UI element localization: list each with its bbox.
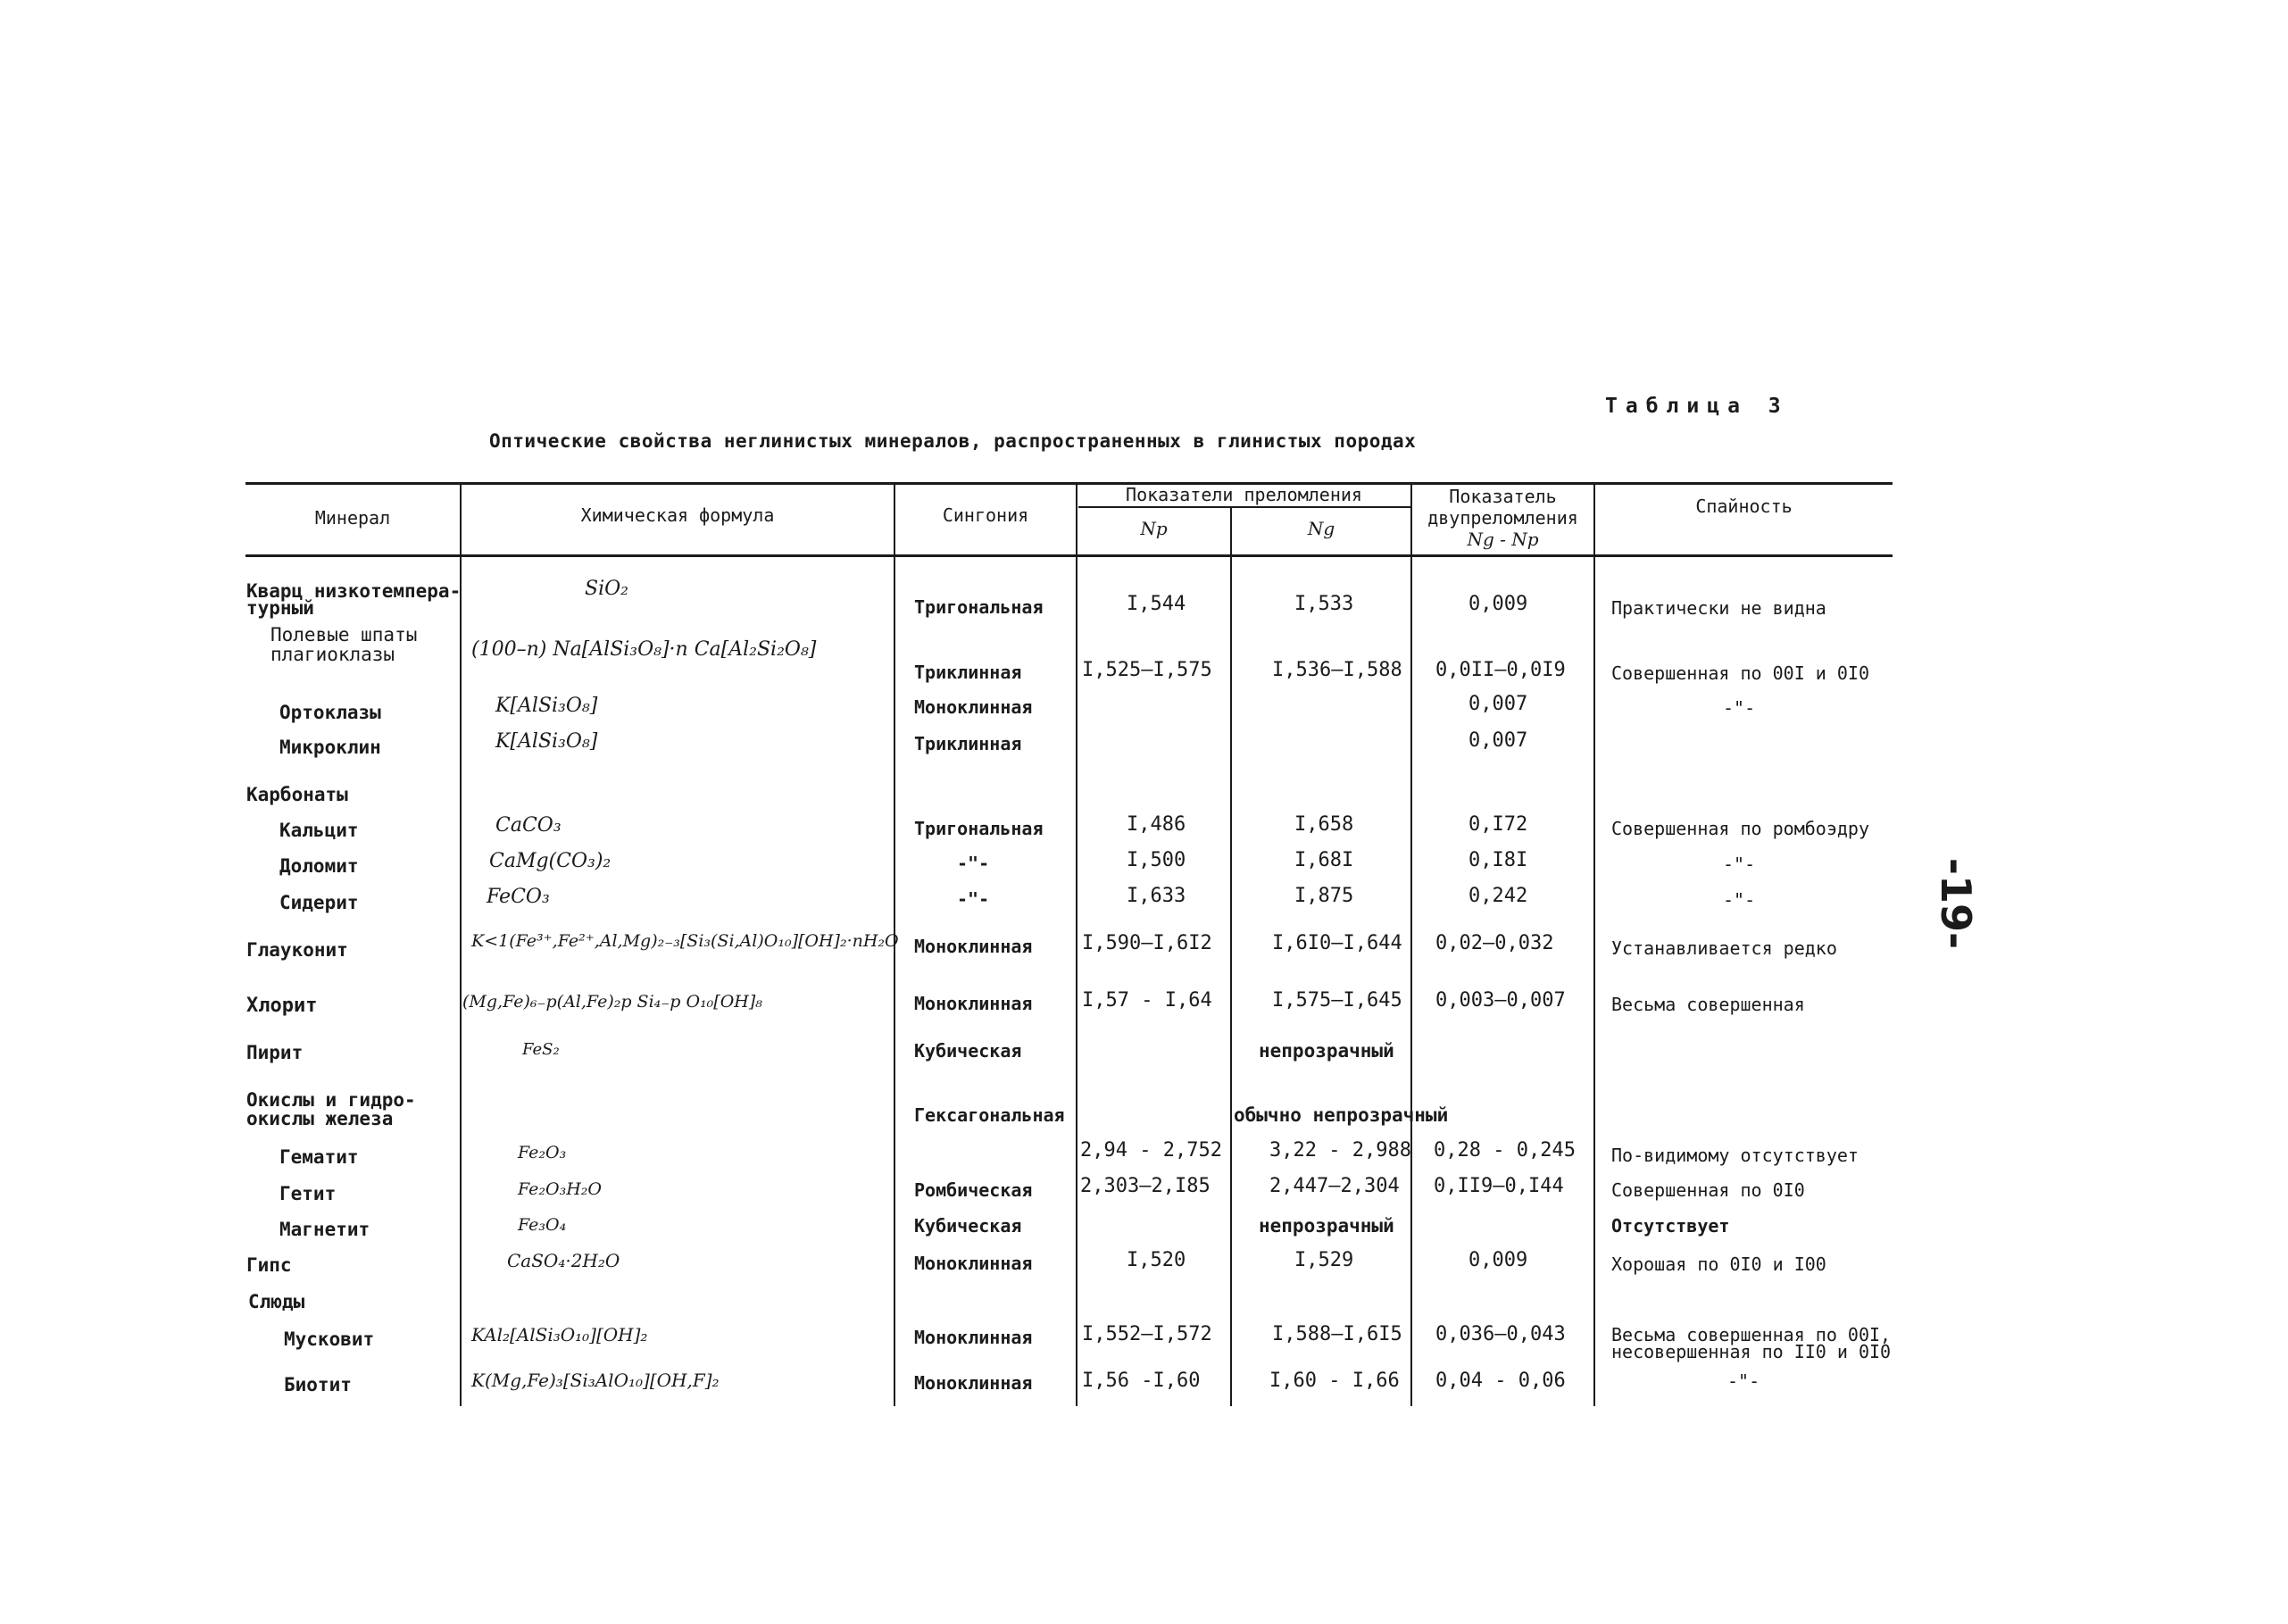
cell-birefringence: 0,009: [1468, 1249, 1528, 1271]
cell-mineral: Глауконит: [246, 939, 348, 961]
cell-cleavage: По-видимому отсутствует: [1611, 1145, 1859, 1166]
table-title: Оптические свойства неглинистых минералов, распространенных в глинистых породах: [489, 430, 1417, 452]
cell-formula: Fe₃O₄: [518, 1215, 567, 1235]
cell-ng: I,658: [1294, 813, 1354, 836]
column-divider: [1410, 482, 1412, 1406]
header-ng: Ng: [1307, 518, 1335, 539]
cell-mineral: плагиоклазы: [270, 644, 395, 665]
cell-np: I,544: [1127, 593, 1186, 615]
cell-birefringence: 0,007: [1468, 729, 1528, 752]
cell-mineral: окислы железа: [246, 1108, 394, 1129]
cell-syngony: Ромбическая: [914, 1179, 1033, 1201]
cell-mineral: Хлорит: [246, 995, 318, 1017]
header-mineral: Минерал: [314, 507, 391, 529]
cell-ng: I,533: [1294, 593, 1354, 615]
cell-syngony: Тригональная: [914, 818, 1044, 839]
cell-syngony: Моноклинная: [914, 993, 1033, 1014]
cell-syngony: Гексагональная: [914, 1104, 1065, 1126]
cell-mineral: Биотит: [284, 1374, 352, 1395]
cell-mineral: Ортоклазы: [279, 702, 381, 723]
cell-syngony: Моноклинная: [914, 696, 1033, 718]
cell-ng: I,536–I,588: [1272, 659, 1402, 681]
cell-mineral: Кварц низкотемпера-: [246, 580, 462, 602]
cell-syngony: Триклинная: [914, 662, 1022, 683]
table-label: Таблица 3: [1605, 395, 1789, 418]
cell-syngony: Кубическая: [914, 1215, 1022, 1237]
cell-mineral: Слюды: [248, 1291, 305, 1312]
cell-mineral: Микроклин: [279, 737, 381, 758]
cell-cleavage: -"-: [1727, 1370, 1760, 1392]
cell-syngony: Моноклинная: [914, 1372, 1033, 1394]
refraction-subheader-rule: [1078, 506, 1410, 508]
cell-formula: K<1(Fe³⁺,Fe²⁺,Al,Mg)₂₋₃[Si₃(Si,Al)O₁₀][OH]₂·nH₂O: [471, 931, 899, 951]
cell-ng: обычно непрозрачный: [1234, 1104, 1449, 1126]
cell-mineral: Мусковит: [284, 1328, 375, 1350]
cell-mineral: Окислы и гидро-: [246, 1089, 416, 1111]
cell-formula: FeCO₃: [487, 886, 550, 908]
cell-mineral: Карбонаты: [246, 784, 348, 805]
cell-formula: (100–n) Na[AlSi₃O₈]·n Ca[Al₂Si₂O₈]: [471, 638, 817, 661]
cell-formula: (Mg,Fe)₆₋p(Al,Fe)₂p Si₄₋p O₁₀[OH]₈: [462, 992, 762, 1012]
cell-ng: непрозрачный: [1259, 1040, 1394, 1062]
cell-np: I,633: [1127, 885, 1186, 907]
cell-ng: I,6I0–I,644: [1272, 932, 1402, 954]
cell-cleavage: Практически не видна: [1611, 597, 1826, 619]
cell-birefringence: 0,02–0,032: [1435, 932, 1554, 954]
cell-formula: CaSO₄·2H₂O: [507, 1250, 620, 1271]
cell-cleavage: Совершенная по 0I0: [1611, 1179, 1805, 1201]
cell-formula: K[AlSi₃O₈]: [495, 695, 598, 717]
cell-cleavage: Отсутствует: [1611, 1215, 1730, 1237]
cell-ng: 3,22 - 2,988: [1269, 1139, 1411, 1162]
cell-formula: Fe₂O₃H₂O: [518, 1179, 602, 1199]
column-divider: [460, 482, 462, 1406]
cell-formula: FeS₂: [522, 1040, 560, 1059]
cell-syngony: Кубическая: [914, 1040, 1022, 1062]
cell-np: I,500: [1127, 849, 1186, 871]
cell-formula: CaCO₃: [495, 814, 562, 837]
cell-birefringence: 0,04 - 0,06: [1435, 1370, 1566, 1392]
cell-mineral: Гетит: [279, 1183, 337, 1204]
header-formula: Химическая формула: [580, 504, 775, 526]
cell-formula: Fe₂O₃: [518, 1143, 567, 1162]
cell-np: I,590–I,6I2: [1082, 932, 1212, 954]
cell-syngony: -"-: [957, 888, 990, 910]
header-birefringence-line: Показатель: [1449, 486, 1557, 507]
cell-birefringence: 0,242: [1468, 885, 1528, 907]
cell-birefringence: 0,0II–0,0I9: [1435, 659, 1566, 681]
header-bottom-rule: [245, 554, 1893, 557]
cell-birefringence: 0,II9–0,I44: [1434, 1175, 1564, 1197]
column-divider: [1076, 482, 1077, 1406]
cell-np: 2,94 - 2,752: [1080, 1139, 1222, 1162]
cell-ng: I,875: [1294, 885, 1354, 907]
cell-mineral: Кальцит: [279, 820, 359, 841]
header-birefringence-formula: Ng - Np: [1467, 529, 1539, 550]
cell-cleavage: -"-: [1723, 697, 1756, 719]
cell-np: I,486: [1127, 813, 1186, 836]
cell-formula: K[AlSi₃O₈]: [495, 730, 598, 753]
header-syngony: Сингония: [942, 504, 1029, 526]
cell-cleavage: Устанавливается редко: [1611, 937, 1837, 959]
cell-ng: I,588–I,6I5: [1272, 1323, 1402, 1345]
cell-cleavage: -"-: [1723, 889, 1756, 911]
cell-birefringence: 0,I8I: [1468, 849, 1528, 871]
cell-formula: CaMg(CO₃)₂: [489, 850, 612, 872]
cell-birefringence: 0,28 - 0,245: [1434, 1139, 1576, 1162]
cell-mineral: Сидерит: [279, 892, 359, 913]
cell-cleavage: Весьма совершенная по 00I,: [1611, 1324, 1892, 1345]
cell-np: I,57 - I,64: [1082, 989, 1212, 1012]
cell-cleavage: несовершенная по II0 и 0I0: [1611, 1341, 1892, 1362]
page-number: -19-: [1932, 857, 1981, 950]
cell-syngony: Моноклинная: [914, 1253, 1033, 1274]
cell-mineral: Гематит: [279, 1146, 359, 1168]
cell-syngony: Триклинная: [914, 733, 1022, 754]
column-divider: [1593, 482, 1595, 1406]
header-birefringence: [1412, 486, 1593, 550]
cell-syngony: Тригональная: [914, 596, 1044, 618]
cell-cleavage: Весьма совершенная: [1611, 994, 1805, 1015]
cell-birefringence: 0,I72: [1468, 813, 1528, 836]
cell-syngony: Моноклинная: [914, 1327, 1033, 1348]
cell-syngony: Моноклинная: [914, 936, 1033, 957]
cell-mineral: Полевые шпаты: [270, 624, 418, 645]
table-top-rule: [245, 482, 1893, 485]
cell-birefringence: 0,036–0,043: [1435, 1323, 1566, 1345]
cell-mineral: Пирит: [246, 1042, 304, 1063]
cell-ng: непрозрачный: [1259, 1215, 1394, 1237]
cell-np: I,525–I,575: [1082, 659, 1212, 681]
cell-ng: I,60 - I,66: [1269, 1370, 1400, 1392]
column-divider: [1230, 506, 1232, 1406]
cell-syngony: -"-: [957, 853, 990, 874]
cell-cleavage: Совершенная по ромбоэдру: [1611, 818, 1869, 839]
cell-formula: KAl₂[AlSi₃O₁₀][OH]₂: [471, 1324, 648, 1345]
cell-ng: I,529: [1294, 1249, 1354, 1271]
cell-np: 2,303–2,I85: [1080, 1175, 1211, 1197]
cell-birefringence: 0,007: [1468, 693, 1528, 715]
cell-cleavage: Совершенная по 00I и 0I0: [1611, 662, 1869, 684]
cell-mineral: турный: [246, 597, 314, 619]
header-cleavage: Спайность: [1695, 496, 1793, 517]
cell-np: I,56 -I,60: [1082, 1370, 1201, 1392]
cell-mineral: Магнетит: [279, 1219, 370, 1240]
cell-mineral: Гипс: [246, 1254, 292, 1276]
cell-ng: 2,447–2,304: [1269, 1175, 1400, 1197]
cell-formula: SiO₂: [585, 578, 628, 600]
cell-formula: K(Mg,Fe)₃[Si₃AlO₁₀][OH,F]₂: [471, 1370, 720, 1391]
cell-cleavage: -"-: [1723, 854, 1756, 875]
cell-birefringence: 0,009: [1468, 593, 1528, 615]
cell-np: I,520: [1127, 1249, 1186, 1271]
header-birefringence-line: двупреломления: [1427, 507, 1578, 529]
cell-np: I,552–I,572: [1082, 1323, 1212, 1345]
cell-ng: I,575–I,645: [1272, 989, 1402, 1012]
cell-mineral: Доломит: [279, 855, 359, 877]
header-refraction: Показатели преломления: [1126, 484, 1362, 505]
header-np: Np: [1140, 518, 1168, 539]
cell-birefringence: 0,003–0,007: [1435, 989, 1566, 1012]
cell-ng: I,68I: [1294, 849, 1354, 871]
cell-cleavage: Хорошая по 0I0 и I00: [1611, 1253, 1826, 1275]
